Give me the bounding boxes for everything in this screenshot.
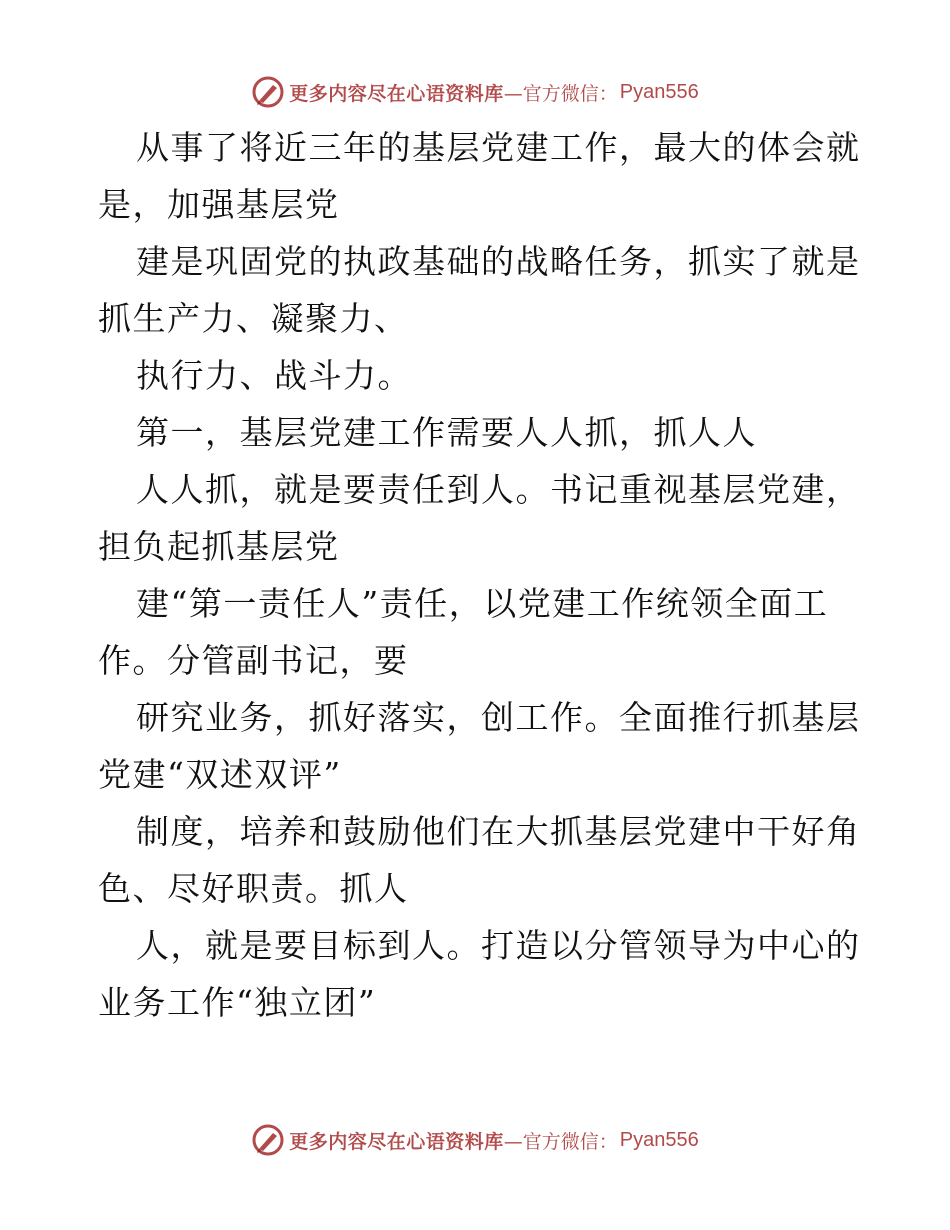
document-body [98,119,861,1031]
banner-wechat-handle: Pyan556 [619,1128,699,1151]
text-line: 研究业务，抓好落实，创工作。全面推行抓基层 [136,698,861,737]
footer-banner [0,1120,950,1160]
text-line: 制度，培养和鼓励他们在大抓基层党建中干好角 [136,812,861,851]
text-line: 执行力、战斗力。 [136,356,412,395]
text-line: 党建“双述双评” [98,755,342,794]
text-line: 作。分管副书记，要 [98,641,409,680]
pen-logo-icon [251,75,285,109]
text-line: 第一，基层党建工作需要人人抓，抓人人 [136,413,757,452]
text-line: 色、尽好职责。抓人 [98,869,409,908]
text-line: 人，就是要目标到人。打造以分管领导为中心的 [136,926,861,965]
text-line: 建是巩固党的执政基础的战略任务，抓实了就是 [136,242,861,281]
text-line: 担负起抓基层党 [98,527,340,566]
text-line: 从事了将近三年的基层党建工作，最大的体会就 [136,128,861,167]
pen-logo-icon [251,1123,285,1157]
text-line: 业务工作“独立团” [98,983,377,1022]
banner-separator: —官方微信： [503,1130,618,1153]
banner-wechat-handle: Pyan556 [619,80,699,103]
text-line: 抓生产力、凝聚力、 [98,299,409,338]
banner-text: 更多内容尽在心语资料库 [289,1130,504,1153]
text-line: 建“第一责任人”责任，以党建工作统领全面工 [136,584,829,623]
text-line: 是，加强基层党 [98,185,340,224]
banner-text: 更多内容尽在心语资料库 [289,82,504,105]
text-line: 人人抓，就是要责任到人。书记重视基层党建， [136,470,861,509]
header-banner [0,72,950,112]
banner-separator: —官方微信： [503,82,618,105]
